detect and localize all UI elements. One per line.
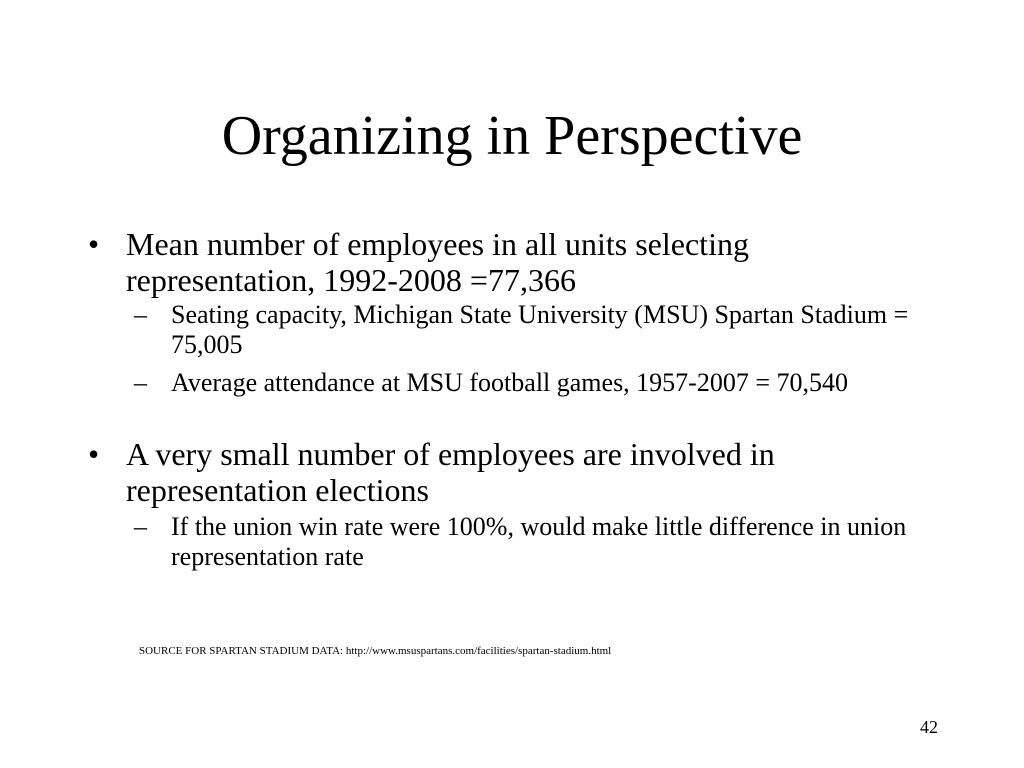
sub-bullet-item-2-1 (134, 512, 941, 572)
sub-bullet-item-1-2 (134, 368, 941, 398)
sub-bullet-text: Average attendance at MSU football games, 1957-2007 = 70,540 (171, 368, 849, 397)
sub-bullet-text: If the union win rate were 100%, would make little difference in union representation rate (171, 512, 907, 571)
page-number: 42 (920, 717, 938, 737)
bullet-dot: • (88, 226, 100, 262)
bullet-text: A very small number of employees are involved in representation elections (126, 436, 775, 508)
bullet-item-1 (88, 226, 886, 298)
bullet-text: Mean number of employees in all units selecting representation, 1992-2008 =77,366 (126, 226, 749, 298)
sub-bullet-text: Seating capacity, Michigan State University (MSU) Spartan Stadium = 75,005 (171, 300, 909, 359)
sub-bullet-item-1-1 (134, 300, 941, 360)
sub-bullet-dash: – (134, 368, 147, 397)
source-note: SOURCE FOR SPARTAN STADIUM DATA: http://www.msuspartans.com/facilities/spartan-stadium.html (139, 645, 612, 657)
sub-bullet-dash: – (134, 512, 147, 541)
sub-bullet-dash: – (134, 300, 147, 329)
bullet-item-2 (88, 436, 886, 508)
slide-title: Organizing in Perspective (221, 105, 803, 167)
bullet-dot: • (88, 436, 100, 472)
